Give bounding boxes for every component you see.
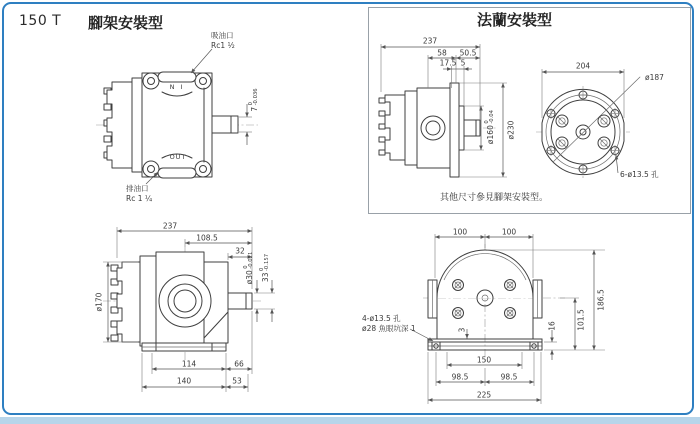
dim-hole-span-right: 98.5 <box>500 372 518 382</box>
dim-slot-span: 150 <box>476 355 492 365</box>
suction-port-name: 吸油口 <box>211 31 234 40</box>
dim-shaft-dia-tol: 0 -0.021 <box>242 251 254 269</box>
dim-hole-span-left: 98.5 <box>451 372 469 382</box>
dim-pilot-dia <box>485 110 495 144</box>
dim-flange-width: 204 <box>575 61 591 71</box>
dim-shaft-length: 32 <box>235 246 245 256</box>
dim-key-width <box>249 88 259 111</box>
drain-port-name: 排油口 <box>126 184 149 193</box>
model-label: 150 T <box>19 13 62 29</box>
dim-key-height-value: 33 <box>260 272 270 283</box>
dim-center-to-shaft-end: 108.5 <box>196 233 218 243</box>
dim-100-left: 100 <box>452 227 468 237</box>
dim-shaft-dia <box>244 252 254 285</box>
suction-port-thread: Rc1 ½ <box>211 40 235 50</box>
drain-port-thread: Rc 1 ¼ <box>126 193 153 203</box>
dim-bolt-circle: ø187 <box>645 73 664 82</box>
dim-flange-overall-length: 237 <box>422 36 438 46</box>
suction-port-label <box>211 31 235 50</box>
dim-flange-dia: ø230 <box>506 120 516 140</box>
foot-mount-title: 腳架安裝型 <box>88 14 164 32</box>
foot-top-view-drawing <box>96 49 258 184</box>
base-holes-counterbore: ø28 魚眼坑深 1 <box>362 323 416 333</box>
dim-5: 5 <box>460 58 466 68</box>
dim-key-height <box>260 254 270 282</box>
dim-100-right: 100 <box>501 227 517 237</box>
dim-17-5: 17.5 <box>439 58 457 68</box>
base-holes-label <box>362 314 416 333</box>
dim-50-5: 50.5 <box>459 48 477 58</box>
in-marking: N I <box>169 83 185 91</box>
flange-mount-drawing <box>378 44 640 178</box>
dim-body-dia: ø170 <box>94 292 104 312</box>
dim-foot-span: 114 <box>181 359 197 369</box>
flange-note: 其他尺寸參見腳架安裝型。 <box>440 193 549 203</box>
dim-base-height: 16 <box>547 321 557 331</box>
dim-shaft-dia-value: ø30 <box>244 270 254 285</box>
dim-key-width-value: 7 <box>249 106 259 112</box>
dim-shaft-span: 53 <box>232 376 242 386</box>
dim-pilot-dia-value: ø160 <box>485 125 495 145</box>
flange-mount-title: 法蘭安裝型 <box>477 11 553 29</box>
dim-base-span: 140 <box>176 376 192 386</box>
dim-base-width: 225 <box>476 390 492 400</box>
dim-58: 58 <box>437 48 447 58</box>
dim-center-height: 101.5 <box>576 309 586 331</box>
dim-key-height-tol: 0 -0.157 <box>258 253 270 272</box>
dim-pilot-dia-tol: 0 -0.04 <box>483 109 495 124</box>
dim-overall-length: 237 <box>162 221 178 231</box>
dim-overall-height: 186.5 <box>596 289 606 311</box>
dim-key-width-tol: 0 -0.036 <box>247 88 259 106</box>
dim-pad-lip: 3 <box>457 327 467 333</box>
base-holes-count: 4-ø13.5 孔 <box>362 314 401 323</box>
drain-port-label <box>126 184 152 203</box>
out-marking: OUT <box>169 153 187 161</box>
flange-bolt-holes-label: 6-ø13.5 孔 <box>620 170 659 179</box>
dim-front-span: 66 <box>234 359 244 369</box>
